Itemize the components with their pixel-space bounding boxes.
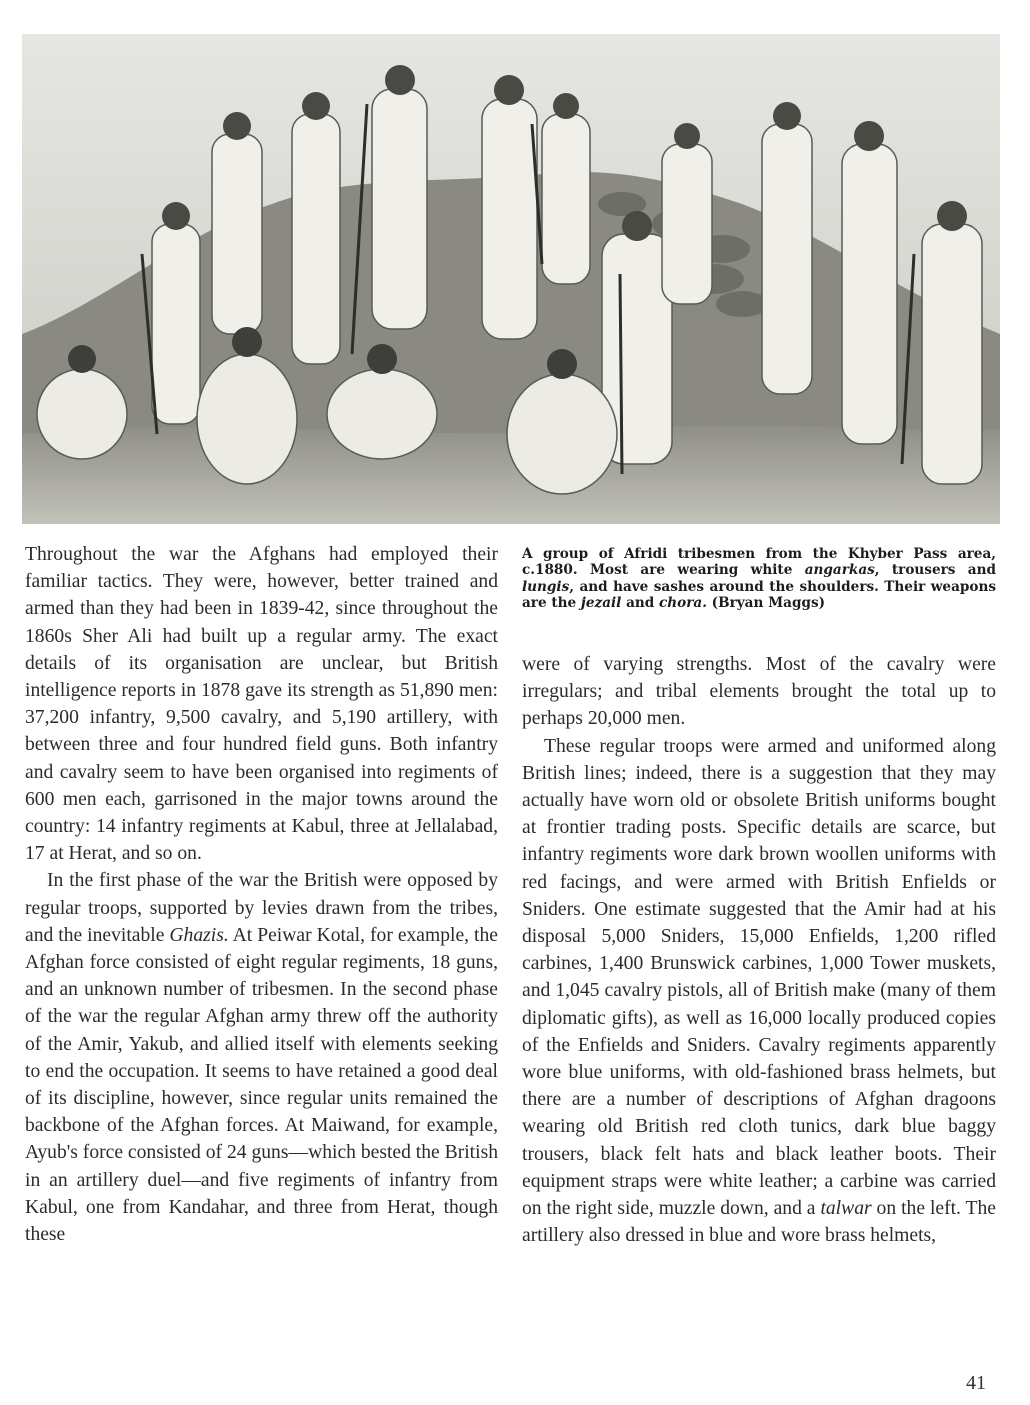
left-paragraph-1: Throughout the war the Afghans had employed their familiar tactics. They were, however, better trained and armed than they had been in 1839-42, since throughout the 1860s Sher Ali had built up a regular army. The exact details of its organisation are unclear, but British intelligence reports in 1878 gave its strength as 51,890 men: 37,200 infantry, 9,500 cavalry, and 5,190 artillery, with between three and four hundred field guns. Both infantry and cavalry seem to have been organised into regiments of 600 men each, garrisoned in the major towns around the country: 14 infantry regiments at Kabul, three at Jellalabad, 17 at Herat, and so on. [25, 544, 498, 865]
caption-term-jezail: jezail [580, 595, 622, 612]
caption-term-angarkas: angarkas [804, 562, 875, 579]
right-paragraph-1: were of varying strengths. Most of the cavalry were irregulars; and tribal elements brought the total up to perhaps 20,000 men. [522, 654, 996, 730]
caption-text-1: A group of Afridi tribesmen from the Khyber Pass area, c.1880. Most are wearing white [522, 546, 996, 579]
page-number: 41 [966, 1372, 986, 1394]
caption-text-3: , and have sashes around the shoulders. Their weapons are the [522, 578, 996, 612]
caption-text-4: and [621, 595, 660, 612]
photo-illustration [22, 34, 1000, 524]
talwar-term: talwar [820, 1198, 872, 1220]
right-column [522, 651, 996, 1249]
right-paragraph-2 [522, 733, 996, 1250]
caption-term-lungis: lungis [522, 578, 570, 595]
right-paragraph-2-start: These regular troops were armed and uniformed along British lines; indeed, there is a suggestion that they may actually have worn old or obsolete British uniforms bought at frontier trading posts. Specific details are scarce, but infantry regiments wore dark brown woollen uniforms with red facings, and were armed with British Enfields or Sniders. One estimate suggested that the Amir had at his disposal 5,000 Sniders, 15,000 Enfields, 1,200 rifled carbines, 1,400 Brunswick carbines, 1,000 Tower muskets, and 1,045 cavalry pistols, all of British make (many of them diplomatic gifts), as well as 16,000 locally produced copies of the Enfields and Sniders. Cavalry regiments apparently wore blue uniforms, with old-fashioned brass helmets, but there are a number of descriptions of Afghan dragoons wearing old British red cloth tunics, dark blue baggy trousers, black felt hats and black leather boots. Their equipment straps were white leather; a carbine was carried on the right side, muzzle down, and a [522, 735, 996, 1220]
ghazis-term: Ghazis. [169, 924, 229, 946]
caption-credit: (Bryan Maggs) [706, 595, 826, 612]
left-paragraph-2-end: At Peiwar Kotal, for example, the Afghan force consisted of eight regular regiments, 18 guns, and an unknown number of tribesmen. In the second phase of the war the regular Afghan army threw off the authority of the Amir, Yakub, and allied itself with elements seeking to end the occupation. It seems to have retained a good deal of its discipline, however, since regular units remained the backbone of the Afghan forces. At Maiwand, for example, Ayub's force consisted of 24 guns—which bested the British in an artillery duel—and five regiments of infantry from Kabul, one from Kandahar, and three from Herat, though these [25, 924, 498, 1246]
caption-text-2: , trousers and [874, 562, 996, 579]
photo-caption [522, 546, 996, 612]
caption-term-chora: chora. [659, 595, 707, 612]
left-paragraph-2-start: In the first phase of the war the British were opposed by regular troops, supported by levies drawn from the tribes, and the inevitable [25, 870, 498, 946]
left-paragraph-2 [25, 867, 498, 1248]
right-paragraph-2-end: on the left. The artillery also dressed in blue and wore brass helmets, [522, 1198, 996, 1247]
tribesmen-photo [22, 34, 1000, 524]
left-column [25, 541, 498, 1248]
